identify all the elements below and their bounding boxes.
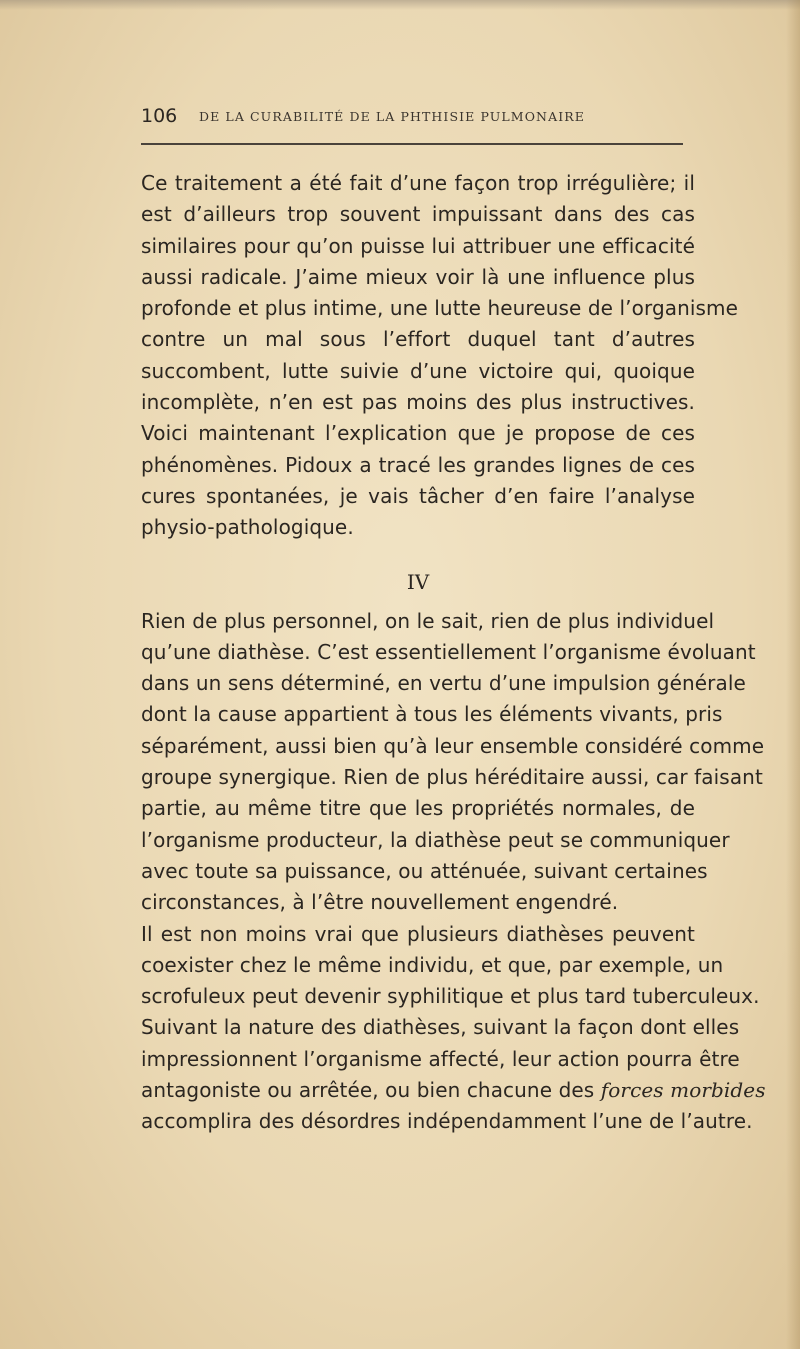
text-line: succombent, lutte suivie d’une victoire qui, quoique (141, 358, 695, 383)
text-line: aussi radicale. J’aime mieux voir là une influence plus (141, 264, 695, 289)
paragraph (141, 168, 739, 418)
paragraph (141, 418, 695, 543)
header-rule (141, 143, 683, 145)
text-line: cures spontanées, je vais tâcher d’en faire l’analyse (141, 483, 695, 508)
text-segment: antagoniste ou arrêtée, ou bien chacune des (141, 1078, 595, 1103)
text-line: Il est non moins vrai que plusieurs diathèses peuvent (141, 921, 695, 946)
text-line: dans un sens déterminé, en vertu d’une impulsion générale (141, 671, 746, 696)
text-line: accomplira des désordres indépendamment l’une de l’autre. (141, 1109, 753, 1134)
text-line: Ce traitement a été fait d’une façon trop irrégulière; il (141, 171, 695, 195)
text-line: l’organisme producteur, la diathèse peut se communiquer (141, 827, 730, 852)
text-line: similaires pour qu’on puisse lui attribuer une efficacité (141, 233, 695, 258)
page-header (141, 105, 683, 145)
page-right-shadow (786, 0, 800, 1349)
section-heading: IV (406, 569, 430, 594)
text-line: scrofuleux peut devenir syphilitique et plus tard tuberculeux. (141, 984, 760, 1009)
text-line: qu’une diathèse. C’est essentiellement l’organisme évoluant (141, 639, 756, 664)
italic-phrase: forces morbides (600, 1078, 766, 1103)
text-line: incomplète, n’en est pas moins des plus instructives. (141, 390, 695, 415)
text-line: dont la cause appartient à tous les éléments vivants, pris (141, 702, 723, 727)
running-title: DE LA CURABILITÉ DE LA PHTHISIE PULMONAIRE (199, 109, 585, 124)
text-line: Voici maintenant l’explication que je propose de ces (141, 421, 695, 446)
text-line: est d’ailleurs trop souvent impuissant dans des cas (141, 202, 695, 227)
text-line: partie, au même titre que les propriétés normales, de (141, 796, 695, 821)
text-line: impressionnent l’organisme affecté, leur action pourra être (141, 1046, 740, 1071)
text-line: phénomènes. Pidoux a tracé les grandes lignes de ces (141, 452, 695, 477)
text-line-with-italic (141, 1075, 766, 1106)
text-line: circonstances, à l’être nouvellement engendré. (141, 890, 619, 915)
text-line: séparément, aussi bien qu’à leur ensemble considéré comme (141, 733, 765, 758)
page-top-shadow (0, 0, 800, 10)
paragraph (141, 919, 766, 1138)
text-line: Rien de plus personnel, on le sait, rien de plus individuel (141, 608, 715, 633)
page-number: 106 (141, 105, 178, 127)
paragraph (141, 606, 765, 919)
text-line: physio-pathologique. (141, 515, 354, 540)
text-line: profonde et plus intime, une lutte heureuse de l’organisme (141, 296, 739, 321)
text-line: Suivant la nature des diathèses, suivant la façon dont elles (141, 1015, 740, 1040)
text-line: avec toute sa puissance, ou atténuée, suivant certaines (141, 858, 708, 883)
text-line: contre un mal sous l’effort duquel tant d’autres (141, 327, 695, 352)
text-line: groupe synergique. Rien de plus héréditaire aussi, car faisant (141, 765, 763, 790)
text-line: coexister chez le même individu, et que, par exemple, un (141, 952, 724, 977)
body-text (141, 168, 766, 1138)
